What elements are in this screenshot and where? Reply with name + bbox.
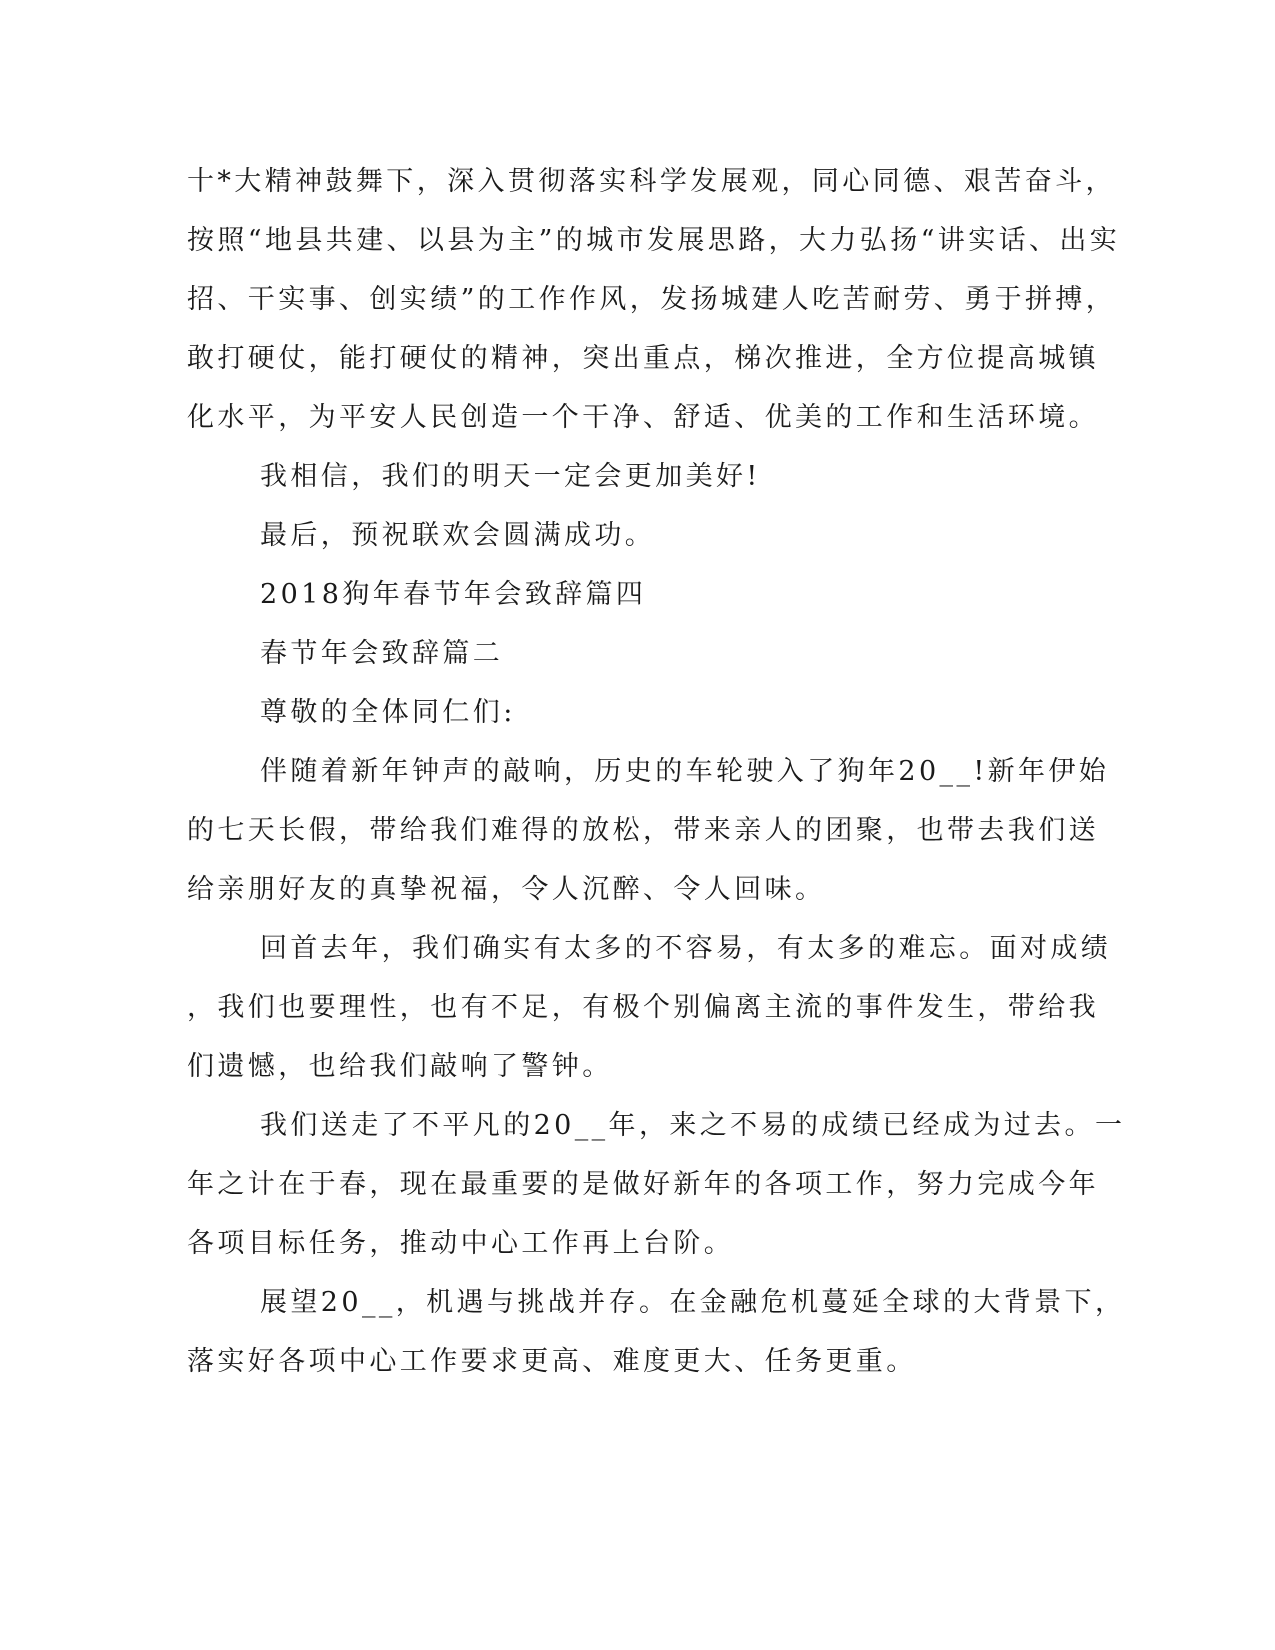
text-line: 展望20__，机遇与挑战并存。在金融危机蔓延全球的大背景下， [260, 1287, 1126, 1318]
text-line: 我们送走了不平凡的20__年，来之不易的成绩已经成为过去。一 [260, 1110, 1126, 1141]
text-line: 按照“地县共建、以县为主”的城市发展思路，大力弘扬“讲实话、出实 [187, 225, 1121, 256]
text-line: 敢打硬仗，能打硬仗的精神，突出重点，梯次推进，全方位提高城镇 [187, 343, 1099, 374]
text-line: 最后，预祝联欢会圆满成功。 [260, 520, 656, 551]
text-line: 化水平，为平安人民创造一个干净、舒适、优美的工作和生活环境。 [187, 402, 1099, 433]
text-line: 十*大精神鼓舞下，深入贯彻落实科学发展观，同心同德、艰苦奋斗， [187, 166, 1116, 197]
section-heading: 春节年会致辞篇二 [260, 638, 504, 669]
text-line: 们遗憾，也给我们敲响了警钟。 [187, 1051, 613, 1082]
text-line: 年之计在于春，现在最重要的是做好新年的各项工作，努力完成今年 [187, 1169, 1099, 1200]
salutation: 尊敬的全体同仁们: [260, 697, 516, 728]
text-line: ，我们也要理性，也有不足，有极个别偏离主流的事件发生，带给我 [187, 992, 1099, 1023]
text-line: 的七天长假，带给我们难得的放松，带来亲人的团聚，也带去我们送 [187, 815, 1099, 846]
text-line: 各项目标任务，推动中心工作再上台阶。 [187, 1228, 735, 1259]
section-heading: 2018狗年春节年会致辞篇四 [260, 579, 647, 610]
text-line: 回首去年，我们确实有太多的不容易，有太多的难忘。面对成绩 [260, 933, 1112, 964]
text-line: 落实好各项中心工作要求更高、难度更大、任务更重。 [187, 1346, 917, 1377]
text-line: 我相信，我们的明天一定会更加美好! [260, 461, 761, 492]
text-line: 给亲朋好友的真挚祝福，令人沉醉、令人回味。 [187, 874, 826, 905]
text-line: 伴随着新年钟声的敲响，历史的车轮驶入了狗年20__!新年伊始 [260, 756, 1110, 787]
text-line: 招、干实事、创实绩”的工作作风，发扬城建人吃苦耐劳、勇于拼搏， [187, 284, 1117, 315]
